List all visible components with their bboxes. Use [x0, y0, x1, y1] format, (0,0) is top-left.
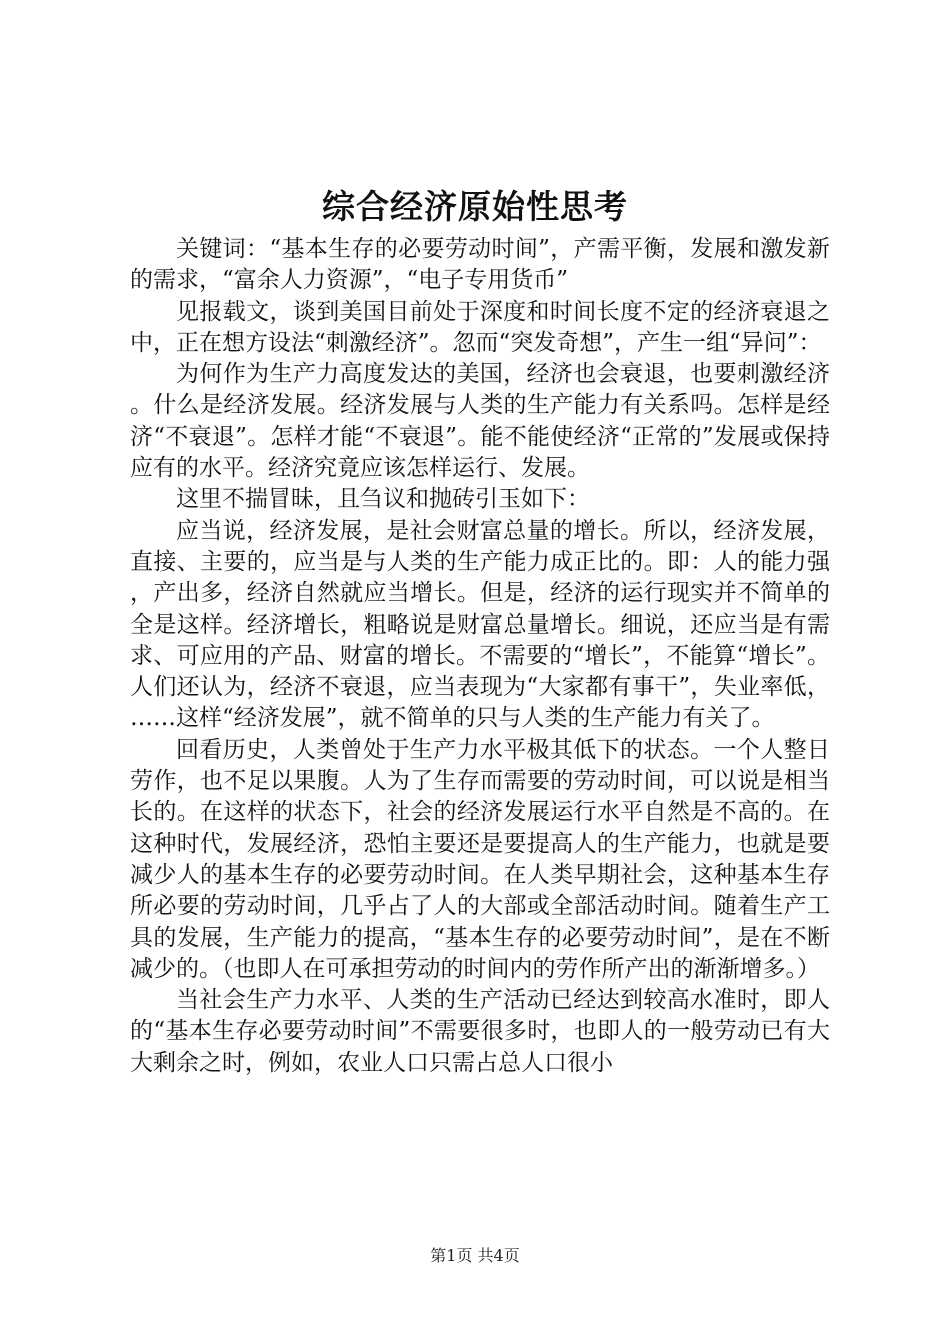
paragraph: 为何作为生产力高度发达的美国，经济也会衰退，也要刺激经济。什么是经济发展。经济发展与人类的生产能力有关系吗。怎样是经济“不衰退”。怎样才能“不衰退”。能不能使经济“正常的”发展或保持应有的水平。经济究竟应该怎样运行、发展。 [130, 361, 830, 482]
page-number-footer: 第1页 共4页 [430, 1246, 520, 1265]
paragraph: 回看历史，人类曾处于生产力水平极其低下的状态。一个人整日劳作，也不足以果腹。人为了生存而需要的劳动时间，可以说是相当长的。在这样的状态下，社会的经济发展运行水平自然是不高的。在这种时代，发展经济，恐怕主要还是要提高人的生产能力，也就是要减少人的基本生存的必要劳动时间。在人类早期社会，这种基本生存所必要的劳动时间，几乎占了人的大部或全部活动时间。随着生产工具的发展，生产能力的提高，“基本生存的必要劳动时间”，是在不断减少的。（也即人在可承担劳动的时间内的劳作所产出的渐渐增多。） [130, 736, 830, 982]
document-title: 综合经济原始性思考 [322, 187, 628, 226]
paragraph: 当社会生产力水平、人类的生产活动已经达到较高水准时，即人的“基本生存必要劳动时间”不需要很多时，也即人的一般劳动已有大大剩余之时，例如，农业人口只需占总人口很小 [130, 987, 830, 1076]
paragraph: 见报载文，谈到美国目前处于深度和时间长度不定的经济衰退之中，正在想方设法“刺激经济”。忽而“突发奇想”，产生一组“异问”： [130, 298, 830, 356]
document-body [130, 234, 830, 1079]
paragraph: 应当说，经济发展，是社会财富总量的增长。所以，经济发展，直接、主要的，应当是与人类的生产能力成正比的。即：人的能力强，产出多，经济自然就应当增长。但是，经济的运行现实并不简单的全是这样。经济增长，粗略说是财富总量增长。细说，还应当是有需求、可应用的产品、财富的增长。不需要的“增长”，不能算“增长”。人们还认为，经济不衰退，应当表现为“大家都有事干”，失业率低，……这样“经济发展”，就不简单的只与人类的生产能力有关了。 [130, 517, 830, 732]
paragraph: 这里不揣冒昧，且刍议和抛砖引玉如下： [176, 486, 590, 513]
paragraph-keywords: 关键词：“基本生存的必要劳动时间”，产需平衡，发展和激发新的需求，“富余人力资源”，“电子专用货币” [130, 236, 830, 294]
